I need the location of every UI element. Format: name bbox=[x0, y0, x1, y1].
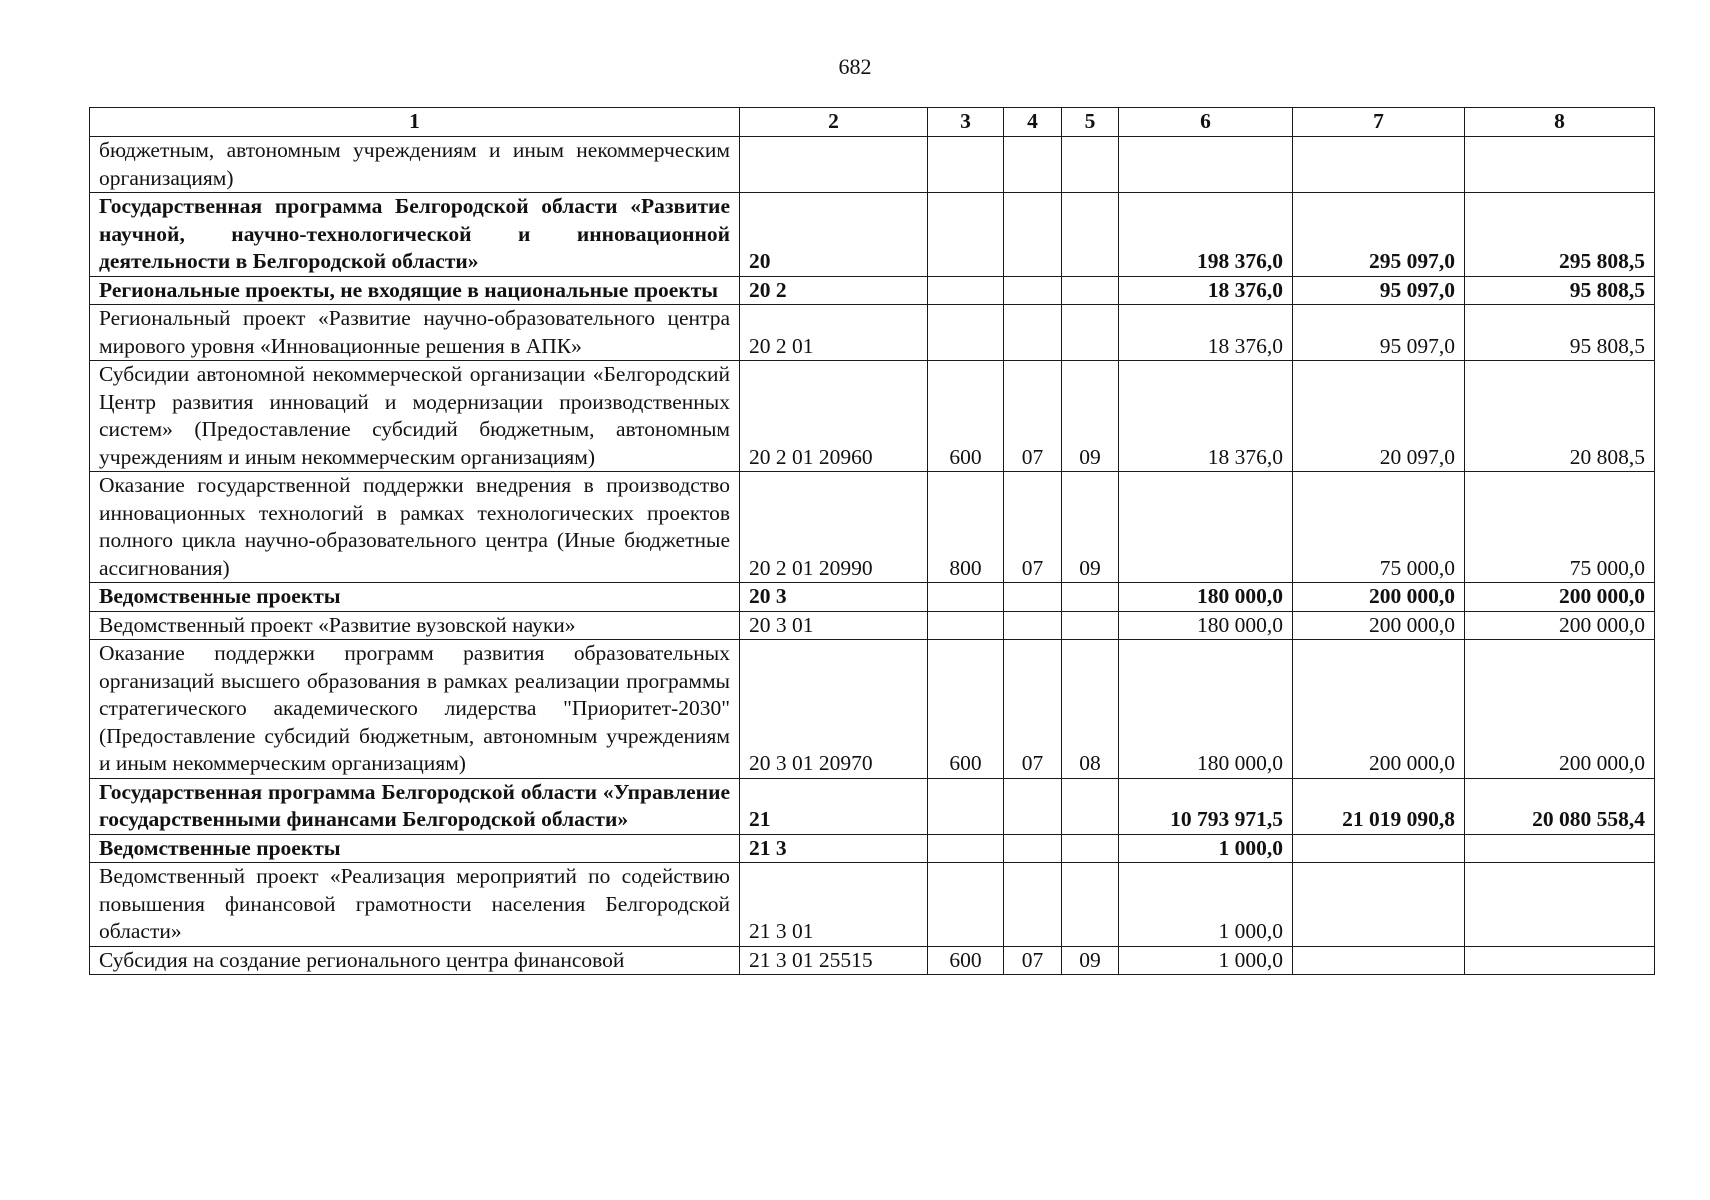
target-code-cell: 20 2 01 20960 bbox=[740, 361, 928, 472]
expense-type-cell bbox=[928, 834, 1004, 863]
row-name-cell: Субсидия на создание регионального центра финансовой bbox=[90, 946, 740, 975]
subsection-cell bbox=[1062, 778, 1119, 834]
page-number: 682 bbox=[838, 54, 872, 79]
amount-col6-cell: 10 793 971,5 bbox=[1119, 778, 1293, 834]
section-cell: 07 bbox=[1004, 640, 1062, 779]
amount-col8-cell: 200 000,0 bbox=[1465, 640, 1655, 779]
subsection-cell bbox=[1062, 583, 1119, 612]
amount-col6-cell: 18 376,0 bbox=[1119, 276, 1293, 305]
column-header: 4 bbox=[1004, 108, 1062, 137]
section-cell bbox=[1004, 611, 1062, 640]
amount-col6-cell: 18 376,0 bbox=[1119, 305, 1293, 361]
expense-type-cell bbox=[928, 276, 1004, 305]
section-cell bbox=[1004, 137, 1062, 193]
row-name-cell: Ведомственный проект «Развитие вузовской науки» bbox=[90, 611, 740, 640]
section-cell bbox=[1004, 863, 1062, 947]
subsection-cell bbox=[1062, 137, 1119, 193]
table-row bbox=[90, 778, 1655, 834]
subsection-cell: 09 bbox=[1062, 472, 1119, 583]
amount-col7-cell bbox=[1293, 863, 1465, 947]
column-header: 1 bbox=[90, 108, 740, 137]
amount-col6-cell: 180 000,0 bbox=[1119, 640, 1293, 779]
section-cell bbox=[1004, 305, 1062, 361]
subsection-cell bbox=[1062, 276, 1119, 305]
amount-col8-cell bbox=[1465, 946, 1655, 975]
table-row bbox=[90, 305, 1655, 361]
target-code-cell: 21 3 01 25515 bbox=[740, 946, 928, 975]
section-cell: 07 bbox=[1004, 946, 1062, 975]
table-row bbox=[90, 137, 1655, 193]
expense-type-cell bbox=[928, 778, 1004, 834]
target-code-cell: 20 3 01 bbox=[740, 611, 928, 640]
target-code-cell: 20 3 bbox=[740, 583, 928, 612]
amount-col8-cell: 95 808,5 bbox=[1465, 276, 1655, 305]
table-row bbox=[90, 193, 1655, 277]
section-cell: 07 bbox=[1004, 361, 1062, 472]
row-name-cell: бюджетным, автономным учреждениям и иным некоммерческим организациям) bbox=[90, 137, 740, 193]
amount-col7-cell: 95 097,0 bbox=[1293, 276, 1465, 305]
column-header: 2 bbox=[740, 108, 928, 137]
amount-col8-cell bbox=[1465, 834, 1655, 863]
subsection-cell: 08 bbox=[1062, 640, 1119, 779]
amount-col7-cell: 200 000,0 bbox=[1293, 640, 1465, 779]
table-row bbox=[90, 472, 1655, 583]
subsection-cell: 09 bbox=[1062, 361, 1119, 472]
amount-col7-cell: 295 097,0 bbox=[1293, 193, 1465, 277]
expense-type-cell bbox=[928, 193, 1004, 277]
amount-col6-cell: 1 000,0 bbox=[1119, 946, 1293, 975]
column-header: 5 bbox=[1062, 108, 1119, 137]
target-code-cell: 20 bbox=[740, 193, 928, 277]
table-row bbox=[90, 276, 1655, 305]
row-name-cell: Государственная программа Белгородской области «Развитие научной, научно-технологической и инновационной деятельности в Белгородской области» bbox=[90, 193, 740, 277]
amount-col8-cell: 295 808,5 bbox=[1465, 193, 1655, 277]
amount-col8-cell: 200 000,0 bbox=[1465, 583, 1655, 612]
subsection-cell: 09 bbox=[1062, 946, 1119, 975]
expense-type-cell bbox=[928, 305, 1004, 361]
expense-type-cell: 600 bbox=[928, 946, 1004, 975]
amount-col8-cell bbox=[1465, 137, 1655, 193]
target-code-cell bbox=[740, 137, 928, 193]
target-code-cell: 20 2 bbox=[740, 276, 928, 305]
amount-col8-cell: 20 808,5 bbox=[1465, 361, 1655, 472]
amount-col6-cell bbox=[1119, 137, 1293, 193]
subsection-cell bbox=[1062, 834, 1119, 863]
table-header-row bbox=[90, 108, 1655, 137]
expense-type-cell bbox=[928, 583, 1004, 612]
table-body bbox=[90, 137, 1655, 975]
amount-col7-cell: 200 000,0 bbox=[1293, 583, 1465, 612]
row-name-cell: Государственная программа Белгородской области «Управление государственными финансами Белгородской области» bbox=[90, 778, 740, 834]
row-name-cell: Субсидии автономной некоммерческой организации «Белгородский Центр развития инноваций и модернизации производственных систем» (Предоставление субсидий бюджетным, автономным учреждениям и иным некоммерческим организациям) bbox=[90, 361, 740, 472]
expense-type-cell: 600 bbox=[928, 361, 1004, 472]
row-name-cell: Оказание государственной поддержки внедрения в производство инновационных технологий в рамках технологических проектов полного цикла научно-образовательного центра (Иные бюджетные ассигнования) bbox=[90, 472, 740, 583]
target-code-cell: 21 3 bbox=[740, 834, 928, 863]
amount-col6-cell: 198 376,0 bbox=[1119, 193, 1293, 277]
amount-col7-cell: 200 000,0 bbox=[1293, 611, 1465, 640]
amount-col8-cell: 20 080 558,4 bbox=[1465, 778, 1655, 834]
section-cell bbox=[1004, 778, 1062, 834]
table-row bbox=[90, 640, 1655, 779]
target-code-cell: 21 bbox=[740, 778, 928, 834]
table-row bbox=[90, 361, 1655, 472]
expense-type-cell: 800 bbox=[928, 472, 1004, 583]
target-code-cell: 20 3 01 20970 bbox=[740, 640, 928, 779]
row-name-cell: Ведомственные проекты bbox=[90, 834, 740, 863]
amount-col6-cell: 1 000,0 bbox=[1119, 863, 1293, 947]
subsection-cell bbox=[1062, 863, 1119, 947]
table-row bbox=[90, 583, 1655, 612]
section-cell bbox=[1004, 276, 1062, 305]
amount-col6-cell: 18 376,0 bbox=[1119, 361, 1293, 472]
amount-col7-cell bbox=[1293, 946, 1465, 975]
section-cell bbox=[1004, 193, 1062, 277]
row-name-cell: Ведомственные проекты bbox=[90, 583, 740, 612]
table-row bbox=[90, 946, 1655, 975]
column-header: 7 bbox=[1293, 108, 1465, 137]
amount-col8-cell: 200 000,0 bbox=[1465, 611, 1655, 640]
column-header: 6 bbox=[1119, 108, 1293, 137]
amount-col8-cell: 95 808,5 bbox=[1465, 305, 1655, 361]
amount-col7-cell: 21 019 090,8 bbox=[1293, 778, 1465, 834]
row-name-cell: Оказание поддержки программ развития образовательных организаций высшего образования в рамках реализации программы стратегического академического лидерства "Приоритет-2030" (Предоставление субсидий бюджетным, автономным учреждениям и иным некоммерческим организациям) bbox=[90, 640, 740, 779]
expense-type-cell bbox=[928, 863, 1004, 947]
amount-col6-cell: 180 000,0 bbox=[1119, 583, 1293, 612]
table-row bbox=[90, 611, 1655, 640]
expense-type-cell: 600 bbox=[928, 640, 1004, 779]
column-header: 8 bbox=[1465, 108, 1655, 137]
section-cell bbox=[1004, 834, 1062, 863]
amount-col8-cell: 75 000,0 bbox=[1465, 472, 1655, 583]
subsection-cell bbox=[1062, 611, 1119, 640]
target-code-cell: 20 2 01 bbox=[740, 305, 928, 361]
amount-col6-cell: 180 000,0 bbox=[1119, 611, 1293, 640]
row-name-cell: Ведомственный проект «Реализация мероприятий по содействию повышения финансовой грамотности населения Белгородской области» bbox=[90, 863, 740, 947]
expense-type-cell bbox=[928, 611, 1004, 640]
section-cell bbox=[1004, 583, 1062, 612]
amount-col7-cell bbox=[1293, 834, 1465, 863]
amount-col8-cell bbox=[1465, 863, 1655, 947]
expense-type-cell bbox=[928, 137, 1004, 193]
section-cell: 07 bbox=[1004, 472, 1062, 583]
amount-col7-cell: 75 000,0 bbox=[1293, 472, 1465, 583]
table-row bbox=[90, 834, 1655, 863]
subsection-cell bbox=[1062, 193, 1119, 277]
amount-col7-cell bbox=[1293, 137, 1465, 193]
column-header: 3 bbox=[928, 108, 1004, 137]
subsection-cell bbox=[1062, 305, 1119, 361]
row-name-cell: Региональные проекты, не входящие в национальные проекты bbox=[90, 276, 740, 305]
amount-col7-cell: 20 097,0 bbox=[1293, 361, 1465, 472]
amount-col7-cell: 95 097,0 bbox=[1293, 305, 1465, 361]
table-row bbox=[90, 863, 1655, 947]
target-code-cell: 21 3 01 bbox=[740, 863, 928, 947]
amount-col6-cell bbox=[1119, 472, 1293, 583]
amount-col6-cell: 1 000,0 bbox=[1119, 834, 1293, 863]
target-code-cell: 20 2 01 20990 bbox=[740, 472, 928, 583]
budget-table bbox=[89, 107, 1655, 975]
row-name-cell: Региональный проект «Развитие научно-образовательного центра мирового уровня «Инновационные решения в АПК» bbox=[90, 305, 740, 361]
